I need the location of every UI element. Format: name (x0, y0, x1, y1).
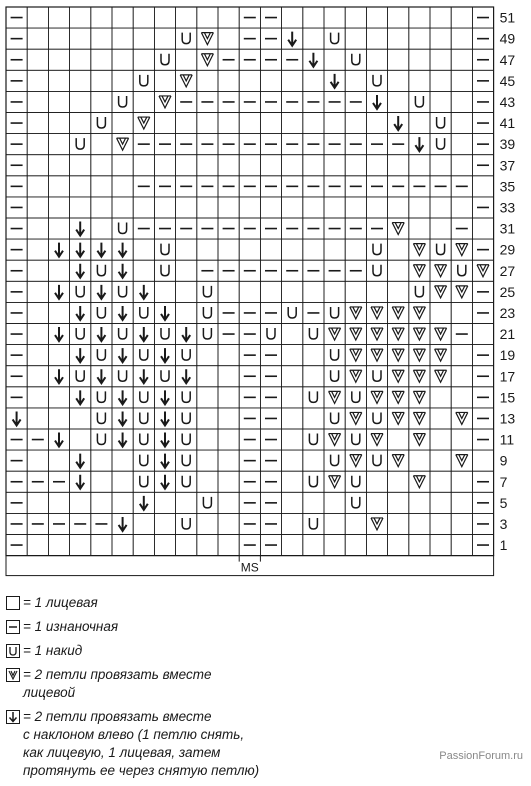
legend-text-knit: = 1 лицевая (23, 595, 98, 610)
legend (6, 594, 406, 786)
row-number: 9 (499, 452, 508, 469)
yarn-over-symbol-icon (6, 644, 20, 658)
row-number: 27 (499, 262, 516, 279)
row-number: 41 (499, 115, 516, 132)
row-number: 45 (499, 72, 516, 89)
legend-text-k2tog: = 2 петли провязать вместе лицевой (23, 667, 212, 700)
row-number: 37 (499, 157, 516, 174)
row-number: 47 (499, 51, 516, 68)
row-number: 15 (499, 389, 516, 406)
row-number: 49 (499, 30, 516, 47)
row-number: 1 (499, 537, 508, 554)
legend-item-ssk (6, 708, 406, 780)
legend-item-yarn-over (6, 642, 406, 660)
legend-text-ssk: = 2 петли провязать вместе с наклоном влево (1 петлю снять, как лицевую, 1 лицевая, затем протянуть ее через снятую петлю) (23, 709, 260, 778)
watermark: PassionForum.ru (439, 750, 523, 762)
legend-text-yarn-over: = 1 накид (23, 643, 83, 658)
row-number: 35 (499, 178, 516, 195)
row-number: 5 (499, 494, 508, 511)
k2tog-symbol-icon (6, 668, 20, 682)
legend-item-knit (6, 594, 406, 612)
row-number: 23 (499, 304, 516, 321)
knit-symbol-icon (6, 596, 20, 610)
row-number: 51 (499, 9, 516, 26)
row-number: 31 (499, 220, 516, 237)
legend-item-k2tog (6, 666, 406, 702)
ssk-symbol-icon (6, 710, 20, 724)
row-number: 25 (499, 283, 516, 300)
purl-symbol-icon (6, 620, 20, 634)
row-number: 29 (499, 241, 516, 258)
row-number: 17 (499, 368, 516, 385)
legend-text-purl: = 1 изнаночная (23, 619, 119, 634)
row-number: 19 (499, 347, 516, 364)
ms-label: MS (240, 560, 259, 575)
row-number: 43 (499, 93, 516, 110)
row-number: 7 (499, 473, 508, 490)
row-number: 33 (499, 199, 516, 216)
row-number: 39 (499, 136, 516, 153)
row-number: 3 (499, 515, 508, 532)
legend-item-purl (6, 618, 406, 636)
row-number: 11 (499, 431, 515, 448)
row-number: 21 (499, 326, 516, 343)
row-number: 13 (499, 410, 516, 427)
